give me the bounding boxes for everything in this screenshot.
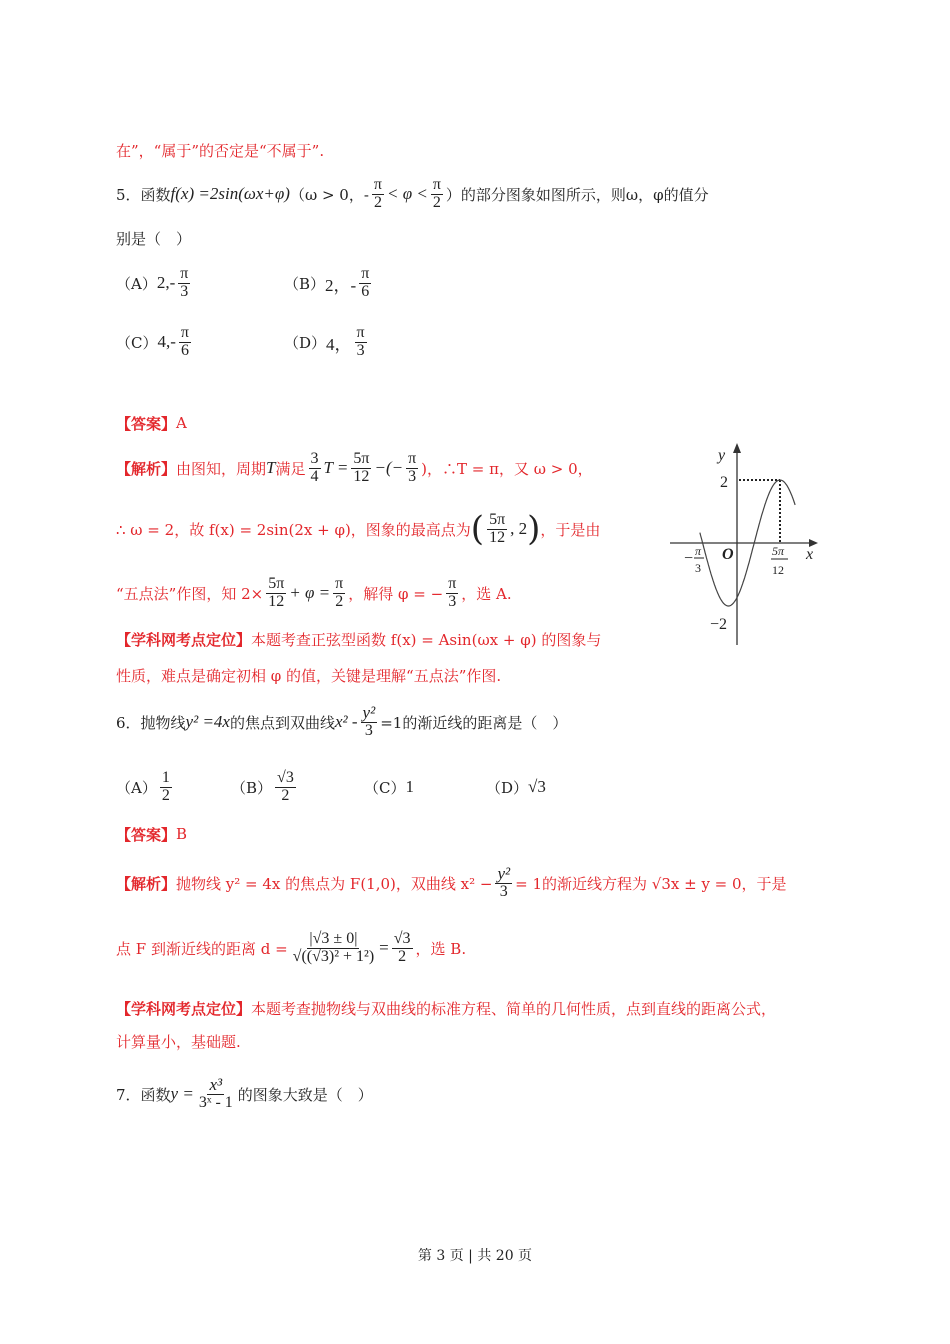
analysis-tag: 【解析】 bbox=[116, 459, 177, 478]
q6-stem bbox=[116, 702, 567, 742]
den: 3 bbox=[356, 341, 365, 359]
den: 3ˣ - 1 bbox=[198, 1094, 233, 1112]
num: 5π bbox=[268, 574, 285, 592]
value: 1 bbox=[405, 777, 414, 796]
num: y² bbox=[362, 703, 376, 723]
text: 本题考查抛物线与双曲线的标准方程、简单的几何性质，点到直线的距离公式， bbox=[251, 999, 777, 1018]
q6-point-line2: 计算量小，基础题. bbox=[116, 1032, 241, 1051]
value: 2，- bbox=[325, 275, 357, 295]
answer-value: A bbox=[176, 414, 187, 432]
y-tick-2: 2 bbox=[720, 474, 728, 491]
den: 3 bbox=[364, 722, 373, 740]
math: y² =4x bbox=[185, 712, 230, 731]
den: 3 bbox=[448, 592, 457, 610]
label: （D） bbox=[486, 778, 529, 797]
q5-point-line1 bbox=[116, 619, 601, 659]
fraction bbox=[197, 1076, 235, 1112]
fraction bbox=[487, 512, 507, 547]
num: π bbox=[373, 175, 382, 193]
text: 的焦点到双曲线 bbox=[229, 713, 335, 732]
point-tag: 【学科网考点定位】 bbox=[116, 999, 252, 1018]
q6-answer bbox=[116, 814, 187, 854]
x-tick-5pi: 5π bbox=[772, 544, 785, 558]
x-tick-pi: π bbox=[695, 544, 702, 558]
fraction bbox=[291, 931, 377, 966]
num: x³ bbox=[209, 1075, 223, 1095]
fraction bbox=[178, 266, 190, 301]
fraction bbox=[446, 576, 458, 611]
label: （D） bbox=[284, 333, 327, 352]
num: π bbox=[356, 323, 365, 341]
x-tick-neg-sign: − bbox=[684, 550, 694, 567]
math: T bbox=[266, 458, 276, 477]
num: √3 bbox=[393, 929, 411, 947]
y-tick-neg2: −2 bbox=[710, 616, 728, 633]
text: )，∴T = π，又 ω > 0， bbox=[421, 459, 593, 478]
x-tick-12: 12 bbox=[772, 563, 784, 577]
text: 7．函数 bbox=[116, 1085, 171, 1104]
text: ，解得 φ = − bbox=[348, 584, 444, 603]
x-tick-3: 3 bbox=[695, 561, 701, 575]
den: 12 bbox=[489, 528, 506, 546]
intro-tail: 在”，“属于”的否定是“不属于”. bbox=[116, 141, 325, 160]
fraction bbox=[372, 177, 384, 212]
q5-analysis-line1 bbox=[116, 448, 593, 488]
q5-number: 5．函数 bbox=[116, 185, 171, 204]
value: 4,- bbox=[157, 332, 176, 351]
text: 6．抛物线 bbox=[116, 713, 186, 732]
text: = 1的渐近线方程为 √3x ± y = 0，于是 bbox=[515, 874, 787, 893]
answer-tag: 【答案】 bbox=[116, 414, 177, 433]
x-label: x bbox=[806, 546, 814, 563]
y-label: y bbox=[718, 447, 726, 464]
q6-option-a bbox=[116, 770, 231, 805]
q5-stem bbox=[116, 174, 709, 214]
den: 6 bbox=[180, 341, 189, 359]
text: ，于是由 bbox=[540, 520, 601, 539]
math: = bbox=[379, 938, 389, 957]
den: 4 bbox=[310, 467, 319, 485]
den: 12 bbox=[268, 592, 285, 610]
text: 由图知，周期 bbox=[176, 459, 267, 478]
point-tag: 【学科网考点定位】 bbox=[116, 630, 252, 649]
q6-analysis-line2 bbox=[116, 928, 466, 968]
text: ，选 A. bbox=[461, 584, 512, 603]
answer-value: B bbox=[176, 825, 188, 843]
text: 点 F 到渐近线的距离 d = bbox=[116, 939, 288, 958]
num: y² bbox=[497, 864, 511, 884]
num: 1 bbox=[161, 768, 170, 786]
q5-options-row1 bbox=[116, 263, 374, 303]
sine-graph bbox=[660, 435, 840, 650]
text: ，选 B. bbox=[415, 939, 467, 958]
y-arrow-icon bbox=[733, 443, 741, 453]
den: 12 bbox=[353, 467, 370, 485]
q5-answer bbox=[116, 403, 187, 443]
value: √3 bbox=[528, 777, 546, 796]
text: 本题考查正弦型函数 f(x) = Asin(ωx + φ) 的图象与 bbox=[251, 630, 602, 649]
num: |√3 ± 0| bbox=[309, 929, 358, 947]
math: , 2 bbox=[510, 519, 528, 538]
num: π bbox=[448, 574, 457, 592]
q6-analysis-line1 bbox=[116, 863, 787, 903]
math: + φ = bbox=[289, 583, 331, 602]
q5-analysis-line3 bbox=[116, 573, 512, 613]
den: √((√3)² + 1²) bbox=[292, 947, 375, 965]
den: 2 bbox=[373, 193, 382, 211]
q7-stem bbox=[116, 1074, 373, 1114]
answer-tag: 【答案】 bbox=[116, 825, 177, 844]
den: 2 bbox=[398, 947, 407, 965]
origin-label: O bbox=[722, 546, 734, 563]
num: π bbox=[180, 264, 189, 282]
den: 2 bbox=[281, 786, 290, 804]
q6-options bbox=[116, 767, 546, 807]
analysis-tag: 【解析】 bbox=[116, 874, 177, 893]
text: =1的渐近线的距离是（ ） bbox=[380, 713, 568, 732]
fraction bbox=[359, 266, 371, 301]
fraction bbox=[333, 576, 345, 611]
fraction bbox=[361, 704, 378, 740]
den: 2 bbox=[161, 786, 170, 804]
num: √3 bbox=[277, 768, 294, 786]
num: π bbox=[335, 574, 344, 592]
num: π bbox=[361, 264, 370, 282]
num: π bbox=[432, 175, 441, 193]
q5-option-a bbox=[116, 266, 284, 301]
den: 6 bbox=[361, 282, 370, 300]
label: （A） bbox=[116, 274, 157, 293]
text: 抛物线 y² = 4x 的焦点为 F(1,0)，双曲线 x² − bbox=[176, 874, 493, 893]
math: y = bbox=[170, 1084, 194, 1103]
num: 5π bbox=[489, 510, 506, 528]
label: （B） bbox=[284, 274, 326, 293]
den: 3 bbox=[408, 467, 417, 485]
fraction bbox=[392, 931, 413, 966]
q5-ineq: < φ < bbox=[386, 184, 428, 203]
value: 2,- bbox=[156, 273, 176, 292]
fraction bbox=[160, 770, 172, 805]
page-footer: 第 3 页 | 共 20 页 bbox=[417, 1248, 533, 1264]
q5-option-b bbox=[284, 266, 374, 301]
den: 2 bbox=[432, 193, 441, 211]
num: π bbox=[408, 449, 417, 467]
label: （C） bbox=[116, 333, 158, 352]
text: 的图象大致是（ ） bbox=[237, 1085, 373, 1104]
q5-options-row2 bbox=[116, 322, 370, 362]
q5-stem-line2: 别是（ ） bbox=[116, 229, 192, 248]
q5-point-line2: 性质，难点是确定初相 φ 的值，关键是理解“五点法”作图. bbox=[116, 666, 502, 685]
math: x² - bbox=[334, 712, 358, 731]
text: ∴ ω = 2，故 f(x) = 2sin(2x + φ)，图象的最高点为 bbox=[116, 520, 471, 539]
q6-option-d bbox=[486, 777, 546, 798]
q5-option-c bbox=[116, 325, 284, 360]
num: π bbox=[180, 323, 189, 341]
math: −(− bbox=[374, 458, 404, 477]
text: 满足 bbox=[275, 459, 306, 478]
value: 4， bbox=[326, 334, 352, 354]
num: 5π bbox=[353, 449, 370, 467]
den: 3 bbox=[180, 282, 189, 300]
den: 3 bbox=[499, 883, 508, 901]
label: （C） bbox=[364, 778, 406, 797]
q6-option-c bbox=[364, 777, 486, 798]
q5-analysis-line2: ∴ ω = 2，故 f(x) = 2sin(2x + φ)，图象的最高点为 ( $\frac{5\pi}{12}$ , 2 ) ，于是由 bbox=[116, 509, 601, 549]
fraction bbox=[266, 576, 286, 611]
label: （B） bbox=[231, 778, 273, 797]
fraction bbox=[495, 865, 512, 901]
q5-stem-tail: ）的部分图象如图所示，则ω，φ的值分 bbox=[445, 185, 709, 204]
q5-cond: （ω > 0，- bbox=[289, 185, 369, 204]
num: 3 bbox=[310, 449, 319, 467]
fraction bbox=[351, 451, 371, 486]
fraction bbox=[309, 451, 321, 486]
q5-option-d bbox=[284, 325, 370, 360]
label: （A） bbox=[116, 778, 157, 797]
fraction bbox=[431, 177, 443, 212]
text: “五点法”作图，知 2× bbox=[116, 584, 264, 603]
fraction bbox=[275, 770, 296, 805]
fraction bbox=[406, 451, 418, 486]
q5-function: f(x) =2sin(ωx+φ) bbox=[170, 184, 290, 203]
math: T = bbox=[323, 458, 349, 477]
q6-option-b bbox=[231, 770, 364, 805]
fraction bbox=[355, 325, 367, 360]
fraction bbox=[179, 325, 191, 360]
den: 2 bbox=[335, 592, 344, 610]
